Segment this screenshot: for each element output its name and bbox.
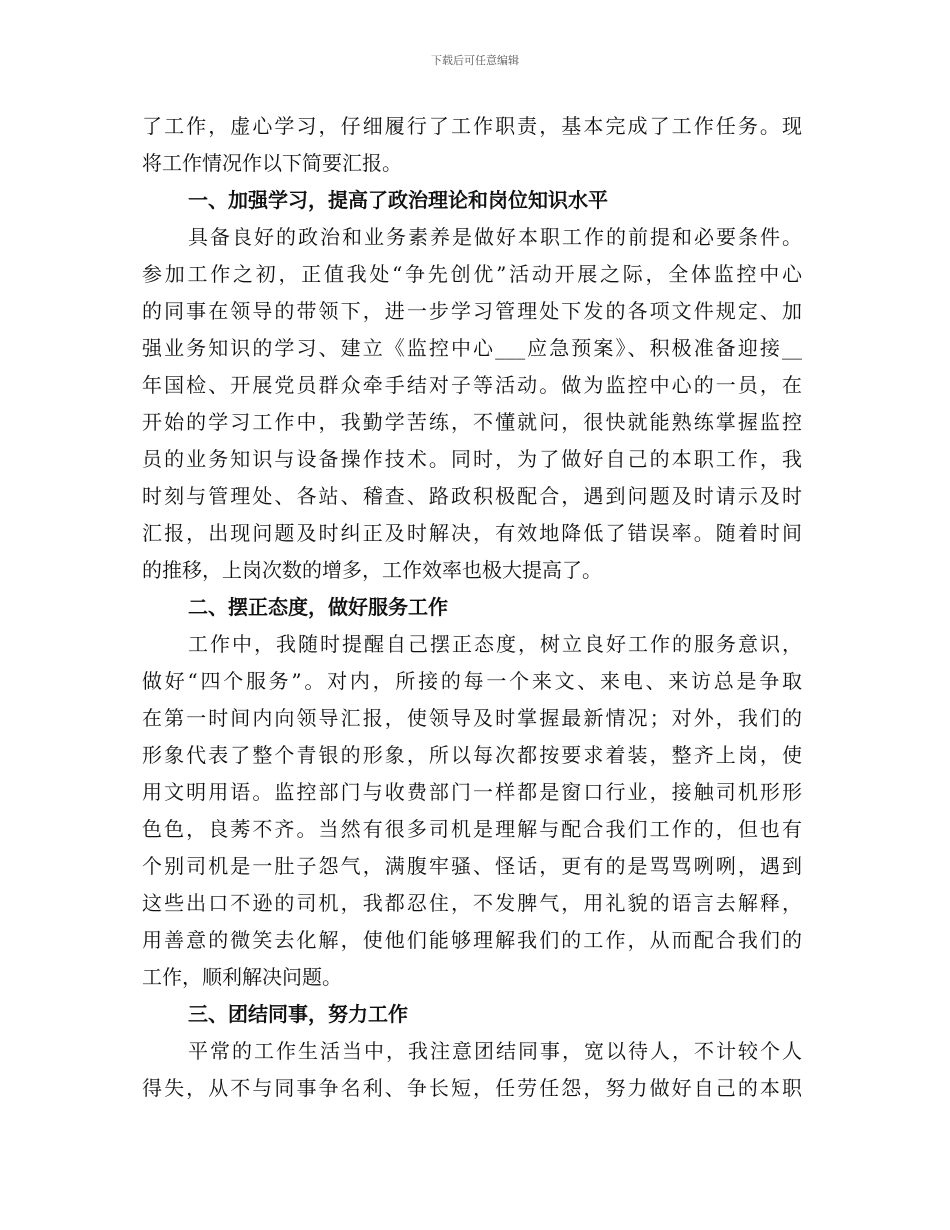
paragraph-line: 员的业务知识与设备操作技术。同时，为了做好自己的本职工作，我	[142, 447, 802, 471]
section-heading: 三、团结同事，努力工作	[188, 1002, 408, 1026]
document-body	[142, 108, 802, 1107]
section-heading: 二、摆正态度，做好服务工作	[188, 595, 448, 619]
paragraph-line: 强业务知识的学习、建立《监控中心___应急预案》、积极准备迎接__	[142, 336, 802, 360]
paragraph-line: 用文明用语。监控部门与收费部门一样都是窗口行业，接触司机形形	[142, 780, 802, 804]
paragraph-line: 在第一时间内向领导汇报，使领导及时掌握最新情况；对外，我们的	[142, 706, 802, 730]
paragraph-line: 得失，从不与同事争名利、争长短，任劳任怨，努力做好自己的本职	[142, 1076, 802, 1100]
paragraph-line: 汇报，出现问题及时纠正及时解决，有效地降低了错误率。随着时间	[142, 521, 802, 545]
paragraph-line: 参加工作之初，正值我处“争先创优”活动开展之际，全体监控中心	[142, 262, 802, 286]
paragraph-line: 将工作情况作以下简要汇报。	[142, 151, 402, 175]
section-heading: 一、加强学习，提高了政治理论和岗位知识水平	[188, 188, 608, 212]
paragraph-line: 开始的学习工作中，我勤学苦练，不懂就问，很快就能熟练掌握监控	[142, 410, 802, 434]
page-header-note: 下载后可任意编辑	[431, 54, 519, 67]
paragraph-line: 色色，良莠不齐。当然有很多司机是理解与配合我们工作的，但也有	[142, 817, 802, 841]
paragraph-line: 的同事在领导的带领下，进一步学习管理处下发的各项文件规定、加	[142, 299, 802, 323]
paragraph-line: 了工作，虚心学习，仔细履行了工作职责，基本完成了工作任务。现	[142, 114, 802, 138]
paragraph-line: 平常的工作生活当中，我注意团结同事，宽以待人，不计较个人	[188, 1039, 802, 1063]
paragraph-line: 这些出口不逊的司机，我都忍住，不发脾气，用礼貌的语言去解释，	[142, 891, 802, 915]
paragraph-line: 时刻与管理处、各站、稽查、路政积极配合，遇到问题及时请示及时	[142, 484, 802, 508]
paragraph-line: 形象代表了整个青银的形象，所以每次都按要求着装，整齐上岗，使	[142, 743, 802, 767]
paragraph-line: 个别司机是一肚子怨气，满腹牢骚、怪话，更有的是骂骂咧咧，遇到	[142, 854, 802, 878]
paragraph-line: 的推移，上岗次数的增多，工作效率也极大提高了。	[142, 558, 602, 582]
paragraph-line: 用善意的微笑去化解，使他们能够理解我们的工作，从而配合我们的	[142, 928, 802, 952]
paragraph-line: 工作，顺利解决问题。	[142, 965, 342, 989]
paragraph-line: 具备良好的政治和业务素养是做好本职工作的前提和必要条件。	[188, 225, 802, 249]
paragraph-line: 做好“四个服务”。对内，所接的每一个来文、来电、来访总是争取	[142, 669, 802, 693]
paragraph-line: 年国检、开展党员群众牵手结对子等活动。做为监控中心的一员，在	[142, 373, 802, 397]
paragraph-line: 工作中，我随时提醒自己摆正态度，树立良好工作的服务意识，	[188, 632, 802, 656]
